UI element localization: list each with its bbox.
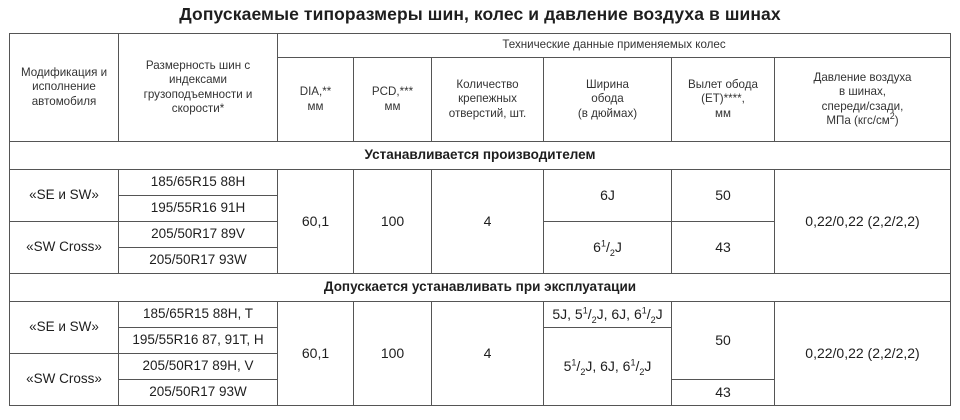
tire-size-cell: 205/50R17 89H, V xyxy=(119,354,278,380)
header-rim-width: Ширина обода (в дюймах) xyxy=(544,58,672,142)
offset-value: 43 xyxy=(672,380,775,406)
header-pcd: PCD,*** мм xyxy=(354,58,432,142)
group-label-se-sw: «SE и SW» xyxy=(10,302,119,354)
rim-width-value: 6J xyxy=(544,170,672,222)
tire-spec-table xyxy=(9,33,951,406)
header-tire-size: Размерность шин с индексами грузоподъемности и скорости* xyxy=(119,34,278,142)
rim-width-value: $5^1/_2J$, 6J, $6^1/_2J$ xyxy=(544,328,672,406)
group-label-sw-cross: «SW Cross» xyxy=(10,222,119,274)
tire-size-cell: 185/65R15 88H, T xyxy=(119,302,278,328)
dia-value: 60,1 xyxy=(278,302,354,406)
bolt-holes-value: 4 xyxy=(432,170,544,274)
header-modification: Модификация и исполнение автомобиля xyxy=(10,34,119,142)
offset-value: 50 xyxy=(672,170,775,222)
header-pressure: Давление воздуха в шинах, спереди/сзади, МПа $(кгс/см^2)$ xyxy=(775,58,951,142)
section-factory-title: Устанавливается производителем xyxy=(10,142,951,170)
tire-size-cell: 185/65R15 88H xyxy=(119,170,278,196)
tire-size-cell: 205/50R17 89V xyxy=(119,222,278,248)
rim-width-value: $6^1/_2J$ xyxy=(544,222,672,274)
header-bolt-holes: Количество крепежных отверстий, шт. xyxy=(432,58,544,142)
header-dia: DIA,** мм xyxy=(278,58,354,142)
pcd-value: 100 xyxy=(354,170,432,274)
offset-value: 50 xyxy=(672,302,775,380)
tire-size-cell: 205/50R17 93W xyxy=(119,248,278,274)
tire-size-cell: 205/50R17 93W xyxy=(119,380,278,406)
group-label-se-sw: «SE и SW» xyxy=(10,170,119,222)
dia-value: 60,1 xyxy=(278,170,354,274)
pressure-value: 0,22/0,22 (2,2/2,2) xyxy=(775,170,951,274)
pcd-value: 100 xyxy=(354,302,432,406)
section-operation-title: Допускается устанавливать при эксплуатации xyxy=(10,274,951,302)
header-wheel-data: Технические данные применяемых колес xyxy=(278,34,951,58)
page-title: Допускаемые типоразмеры шин, колес и давление воздуха в шинах xyxy=(179,4,781,24)
tire-size-cell: 195/55R16 87, 91T, H xyxy=(119,328,278,354)
offset-value: 43 xyxy=(672,222,775,274)
tire-size-cell: 195/55R16 91H xyxy=(119,196,278,222)
group-label-sw-cross: «SW Cross» xyxy=(10,354,119,406)
bolt-holes-value: 4 xyxy=(432,302,544,406)
header-offset: Вылет обода (ET)****, мм xyxy=(672,58,775,142)
pressure-value: 0,22/0,22 (2,2/2,2) xyxy=(775,302,951,406)
rim-width-value: 5J, $5^1/_2J$, 6J, $6^1/_2J$ xyxy=(544,302,672,328)
